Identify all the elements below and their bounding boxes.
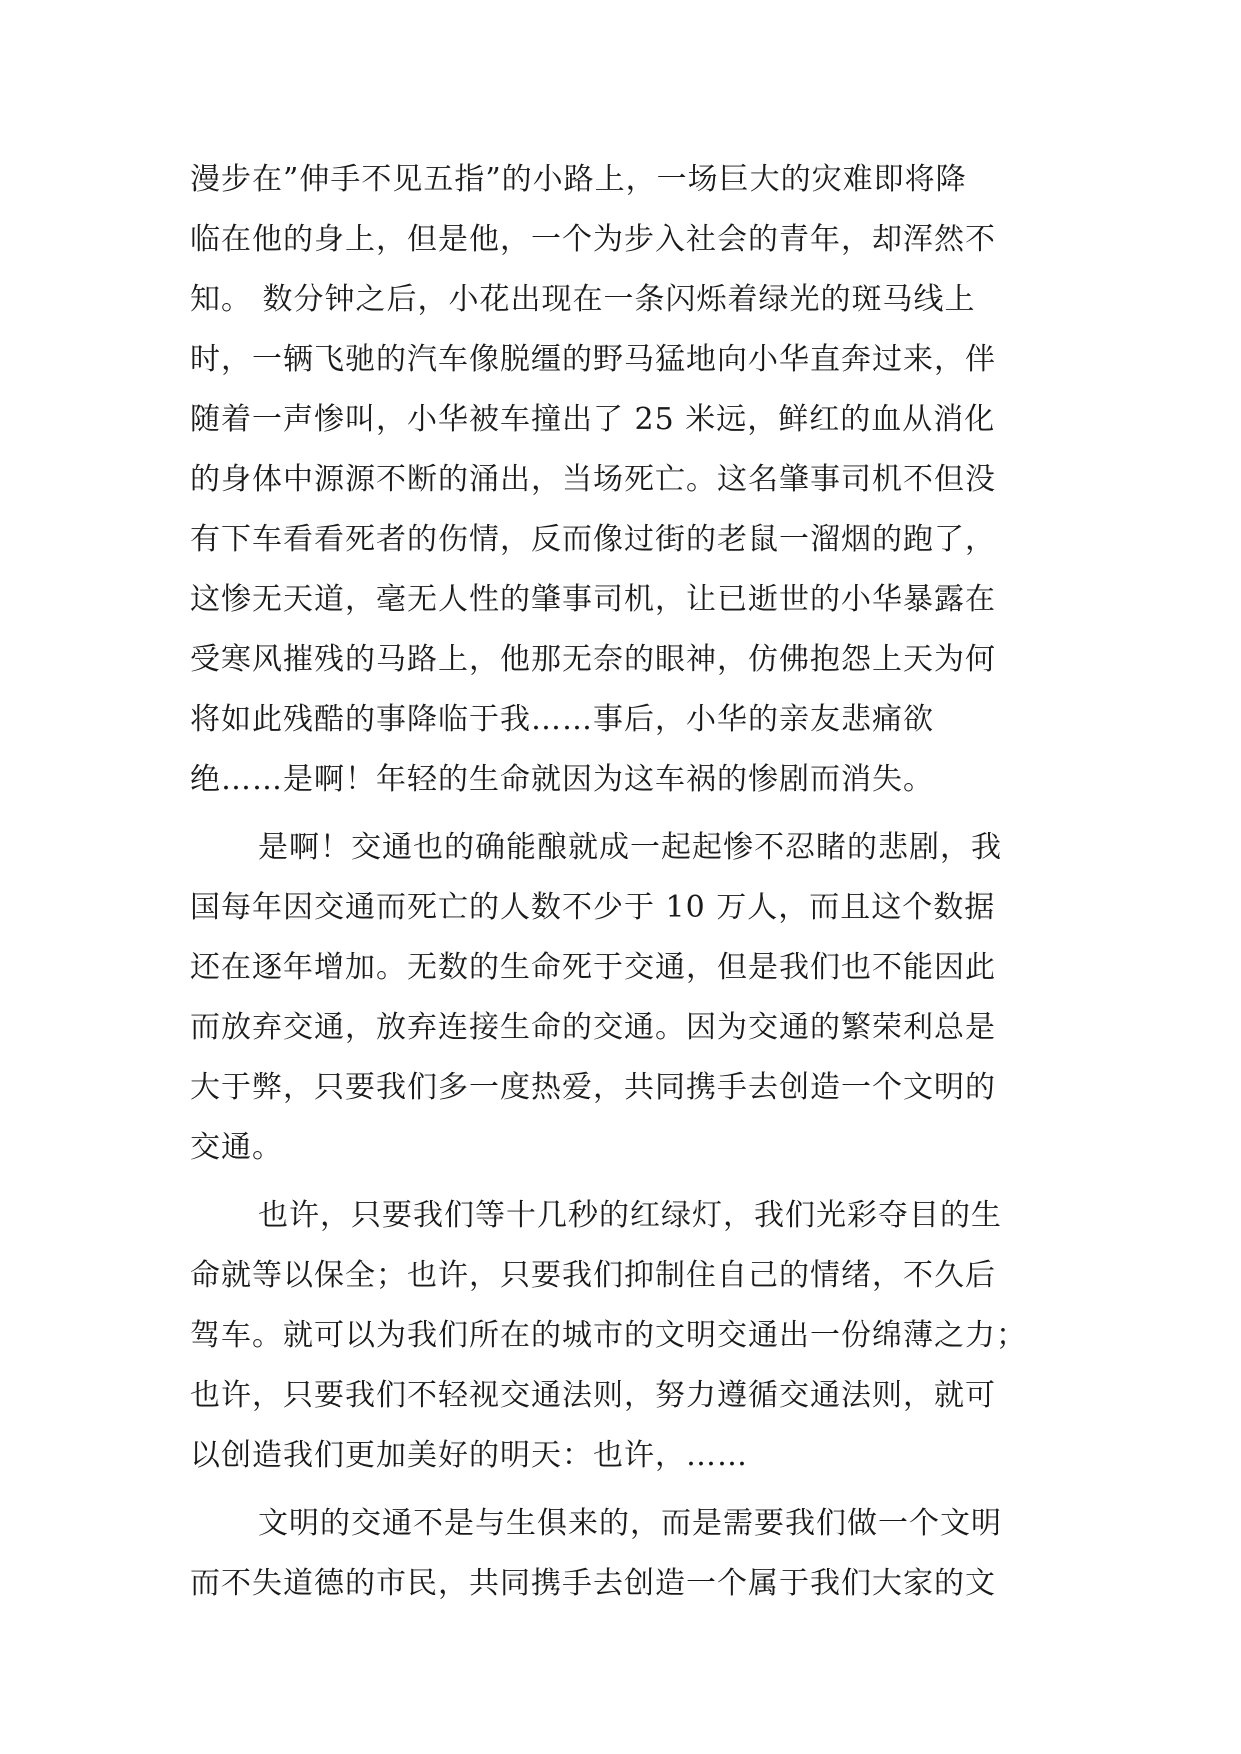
- paragraph: [190, 1186, 1051, 1486]
- text-line: 还在逐年增加。无数的生命死于交通，但是我们也不能因此: [190, 950, 996, 985]
- text-line: 命就等以保全；也许，只要我们抑制住自己的情绪，不久后: [190, 1258, 996, 1293]
- text-line: 交通。: [190, 1130, 283, 1165]
- text-line: 文明的交通不是与生俱来的，而是需要我们做一个文明: [258, 1506, 1002, 1541]
- text-line: 也许，只要我们等十几秒的红绿灯，我们光彩夺目的生: [258, 1198, 1002, 1233]
- paragraph: [190, 150, 1051, 810]
- paragraph: [190, 1494, 1051, 1614]
- text-line: 大于弊，只要我们多一度热爱，共同携手去创造一个文明的: [190, 1070, 996, 1105]
- text-line: 的身体中源源不断的涌出，当场死亡。这名肇事司机不但没: [190, 462, 996, 497]
- text-line: 驾车。就可以为我们所在的城市的文明交通出一份绵薄之力；: [190, 1318, 1027, 1353]
- text-line: 临在他的身上，但是他，一个为步入社会的青年，却浑然不: [190, 222, 996, 257]
- text-line: 这惨无天道，毫无人性的肇事司机，让已逝世的小华暴露在: [190, 582, 996, 617]
- text-line: 知。 数分钟之后，小花出现在一条闪烁着绿光的斑马线上: [190, 282, 976, 317]
- text-line: 漫步在”伸手不见五指”的小路上，一场巨大的灾难即将降: [190, 162, 967, 197]
- text-line: 将如此残酷的事降临于我……事后，小华的亲友悲痛欲: [190, 702, 934, 737]
- text-line: 绝……是啊！年轻的生命就因为这车祸的惨剧而消失。: [190, 762, 934, 797]
- text-line: 也许，只要我们不轻视交通法则，努力遵循交通法则，就可: [190, 1378, 996, 1413]
- text-line: 有下车看看死者的伤情，反而像过街的老鼠一溜烟的跑了，: [190, 522, 996, 557]
- text-line: 而不失道德的市民，共同携手去创造一个属于我们大家的文: [190, 1566, 996, 1601]
- document-body: [190, 150, 1051, 1614]
- paragraph: [190, 818, 1051, 1178]
- text-line: 以创造我们更加美好的明天：也许，……: [190, 1438, 748, 1473]
- text-line: 受寒风摧残的马路上，他那无奈的眼神，仿佛抱怨上天为何: [190, 642, 996, 677]
- text-line: 随着一声惨叫，小华被车撞出了 25 米远，鲜红的血从消化: [190, 402, 996, 437]
- text-line: 时，一辆飞驰的汽车像脱缰的野马猛地向小华直奔过来，伴: [190, 342, 996, 377]
- text-line: 国每年因交通而死亡的人数不少于 10 万人，而且这个数据: [190, 890, 996, 925]
- text-line: 而放弃交通，放弃连接生命的交通。因为交通的繁荣利总是: [190, 1010, 996, 1045]
- text-line: 是啊！交通也的确能酿就成一起起惨不忍睹的悲剧，我: [258, 830, 1002, 865]
